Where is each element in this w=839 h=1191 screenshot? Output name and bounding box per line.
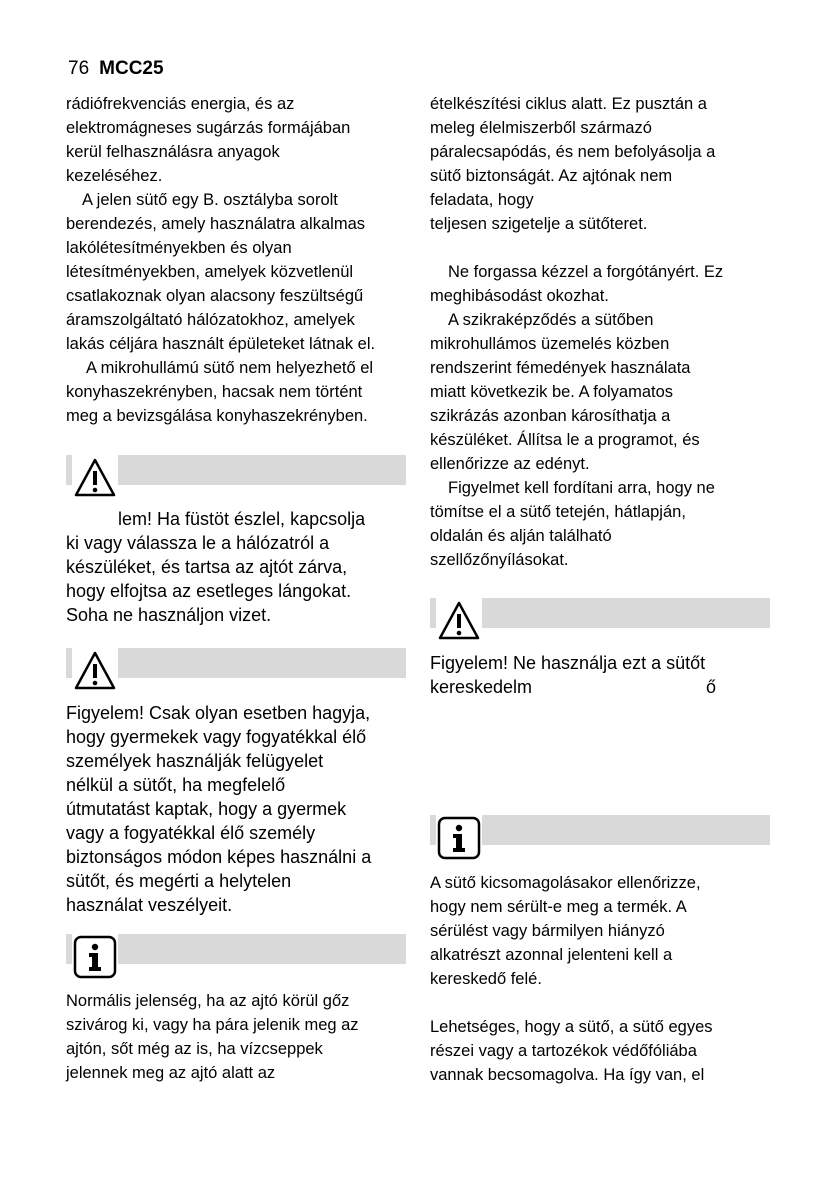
text-line: meghibásodást okozhat. [430,287,609,305]
text-line: lakás céljára használt épületeket látnak el. [66,335,376,353]
info-text-line: vannak becsomagolva. Ha így van, el [430,1066,705,1084]
text-line: tömítse el a sütő tetején, hátlapján, [430,503,686,521]
info-text-line: részei vagy a tartozékok védőfóliába [430,1042,697,1060]
text-line: áramszolgáltató hálózatokhoz, amelyek [66,311,355,329]
info-text-line: A sütő kicsomagolásakor ellenőrizze, [430,874,701,892]
info-text-line: ajtón, sőt még az is, ha vízcseppek [66,1040,323,1058]
text-line: meg a bevizsgálása konyhaszekrényben. [66,407,368,425]
text-line: csatlakoznak olyan alacsony feszültségű [66,287,364,305]
warning-text-line: készüléket, és tartsa az ajtót zárva, [66,557,348,577]
info-text-line: kereskedő felé. [430,970,542,988]
text-line: szellőzőnyílásokat. [430,551,569,569]
text-line: lakólétesítményekben és olyan [66,239,292,257]
text-line: feladata, hogy [430,191,534,209]
info-text-line: alkatrészt azonnal jelenteni kell a [430,946,673,964]
text-line: A jelen sütő egy B. osztályba sorolt [82,191,338,209]
text-line: szikrázás azonban károsíthatja a [430,407,671,425]
text-line: miatt következik be. A folyamatos [430,383,674,401]
info-text-line: Lehetséges, hogy a sütő, a sütő egyes [430,1018,713,1036]
warning-text-line: Figyelem! Csak olyan esetben hagyja, [66,703,371,723]
info-text-line: Normális jelenség, ha az ajtó körül gőz [66,992,350,1010]
text-line: Figyelmet kell fordítani arra, hogy ne [448,479,715,497]
info-text-line: jelennek meg az ajtó alatt az [66,1064,276,1082]
model-name: MCC25 [99,58,164,79]
page-header [68,58,164,80]
text-line: A szikraképződés a sütőben [448,311,654,329]
page-number: 76 [68,58,90,79]
warning-text-line: vagy a fogyatékkal élő személy [66,823,316,843]
text-line: mikrohullámos üzemelés közben [430,335,670,353]
text-line: páralecsapódás, és nem befolyásolja a [430,143,716,161]
warning-text-line: Soha ne használjon vizet. [66,605,272,625]
text-line: A mikrohullámú sütő nem helyezhető el [86,359,374,377]
warning-icon [72,455,118,501]
text-line: rádiófrekvenciás energia, és az [66,95,295,113]
warning-text-line: biztonságos módon képes használni a [66,847,372,867]
warning-text-line: Figyelem! Ne használja ezt a sütőt [430,653,706,673]
text-line: berendezés, amely használatra alkalmas [66,215,365,233]
text-line: ételkészítési ciklus alatt. Ez pusztán a [430,95,707,113]
warning-text-line: sütőt, és megérti a helytelen [66,871,292,891]
info-text-line: szivárog ki, vagy ha pára jelenik meg az [66,1016,359,1034]
warning-text-line: nélkül a sütőt, ha megfelelő [66,775,286,795]
warning-text-line: ki vagy válassza le a hálózatról a [66,533,330,553]
text-line: teljesen szigetelje a sütőteret. [430,215,648,233]
text-line: elektromágneses sugárzás formájában [66,119,351,137]
text-line: konyhaszekrényben, hacsak nem történt [66,383,363,401]
warning-text-line: hogy elfojtsa az esetleges lángokat. [66,581,352,601]
warning-text-fragment: ő [706,677,717,697]
text-line: rendszerint fémedények használata [430,359,691,377]
text-line: kerül felhasználásra anyagok [66,143,280,161]
text-line: ellenőrizze az edényt. [430,455,590,473]
text-line: létesítményekben, amelyek közvetlenül [66,263,354,281]
warning-text-line: útmutatást kaptak, hogy a gyermek [66,799,347,819]
info-icon [436,815,482,861]
warning-text-line: lem! Ha füstöt észlel, kapcsolja [118,509,366,529]
info-icon [72,934,118,980]
text-line: kezeléséhez. [66,167,163,185]
text-line: készüléket. Állítsa le a programot, és [430,431,700,449]
info-text-line: hogy nem sérült-e meg a termék. A [430,898,687,916]
text-line: sütő biztonságát. Az ajtónak nem [430,167,673,185]
info-text-line: sérülést vagy bármilyen hiányzó [430,922,665,940]
warning-text-line: használat veszélyeit. [66,895,233,915]
text-line: meleg élelmiszerből származó [430,119,652,137]
warning-icon [72,648,118,694]
warning-text-line: hogy gyermekek vagy fogyatékkal élő [66,727,367,747]
warning-text-line: személyek használják felügyelet [66,751,324,771]
text-line: oldalán és alján található [430,527,612,545]
warning-icon [436,598,482,644]
text-line: Ne forgassa kézzel a forgótányért. Ez [448,263,724,281]
warning-text-line: kereskedelm [430,677,533,697]
